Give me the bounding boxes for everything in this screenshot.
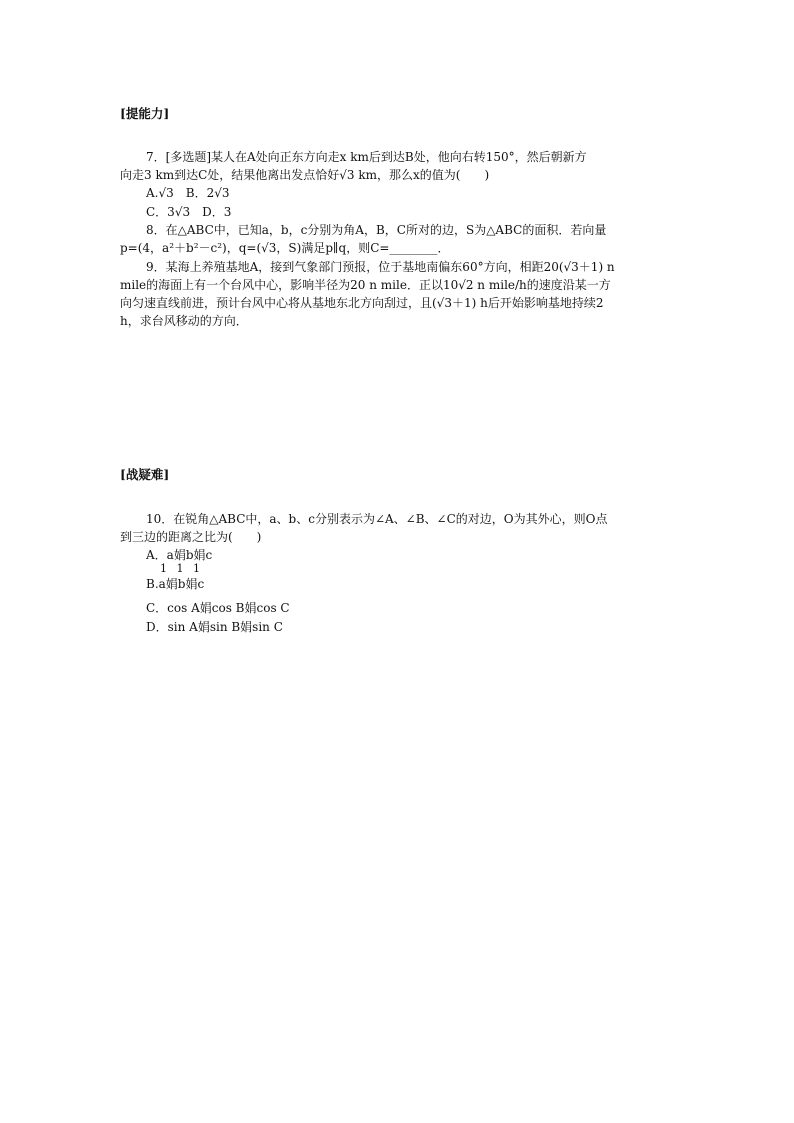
q9-line-2: mile的海面上有一个台风中心，影响半径为20 n mile．正以10√2 n mile/h的速度沿某一方 xyxy=(120,278,611,292)
q9-line-1: 9．某海上养殖基地A，接到气象部门预报，位于基地南偏东60°方向，相距20(√3＋1) n xyxy=(146,260,615,274)
q9-line-4: h，求台风移动的方向． xyxy=(120,314,248,328)
q7-options-ab: A.√3 B．2√3 xyxy=(146,186,230,200)
q10-option-a: A．a娟b娟c xyxy=(146,548,213,562)
q10-line-2: 到三边的距离之比为( ) xyxy=(120,530,262,544)
section-heading-ability: [提能力] xyxy=(120,106,170,121)
q10-option-d: D．sin A娟sin B娟sin C xyxy=(146,620,283,634)
q8-line-2: p=(4，a²＋b²－c²)，q=(√3，S)满足p∥q，则C=________． xyxy=(120,241,450,255)
section-heading-difficulty: [战疑难] xyxy=(120,467,170,482)
q7-line-2: 向走3 km到达C处，结果他离出发点恰好√3 km，那么x的值为( ) xyxy=(120,168,490,182)
q7-options-cd: C．3√3 D．3 xyxy=(146,205,232,219)
q10-option-c: C．cos A娟cos B娟cos C xyxy=(146,601,290,615)
q10-option-b: B.a娟b娟c xyxy=(146,577,205,591)
q9-line-3: 向匀速直线前进，预计台风中心将从基地东北方向刮过，且(√3＋1) h后开始影响基地持续2 xyxy=(120,296,604,310)
q10-option-b-numerators: 1 1 1 xyxy=(160,562,203,575)
q10-line-1: 10．在锐角△ABC中，a、b、c分别表示为∠A、∠B、∠C的对边，O为其外心，则O点 xyxy=(146,512,608,526)
q8-line-1: 8．在△ABC中，已知a，b，c分别为角A，B，C所对的边，S为△ABC的面积．若向量 xyxy=(146,223,607,237)
q7-line-1: 7．[多选题]某人在A处向正东方向走x km后到达B处，他向右转150°，然后朝新方 xyxy=(146,150,587,164)
